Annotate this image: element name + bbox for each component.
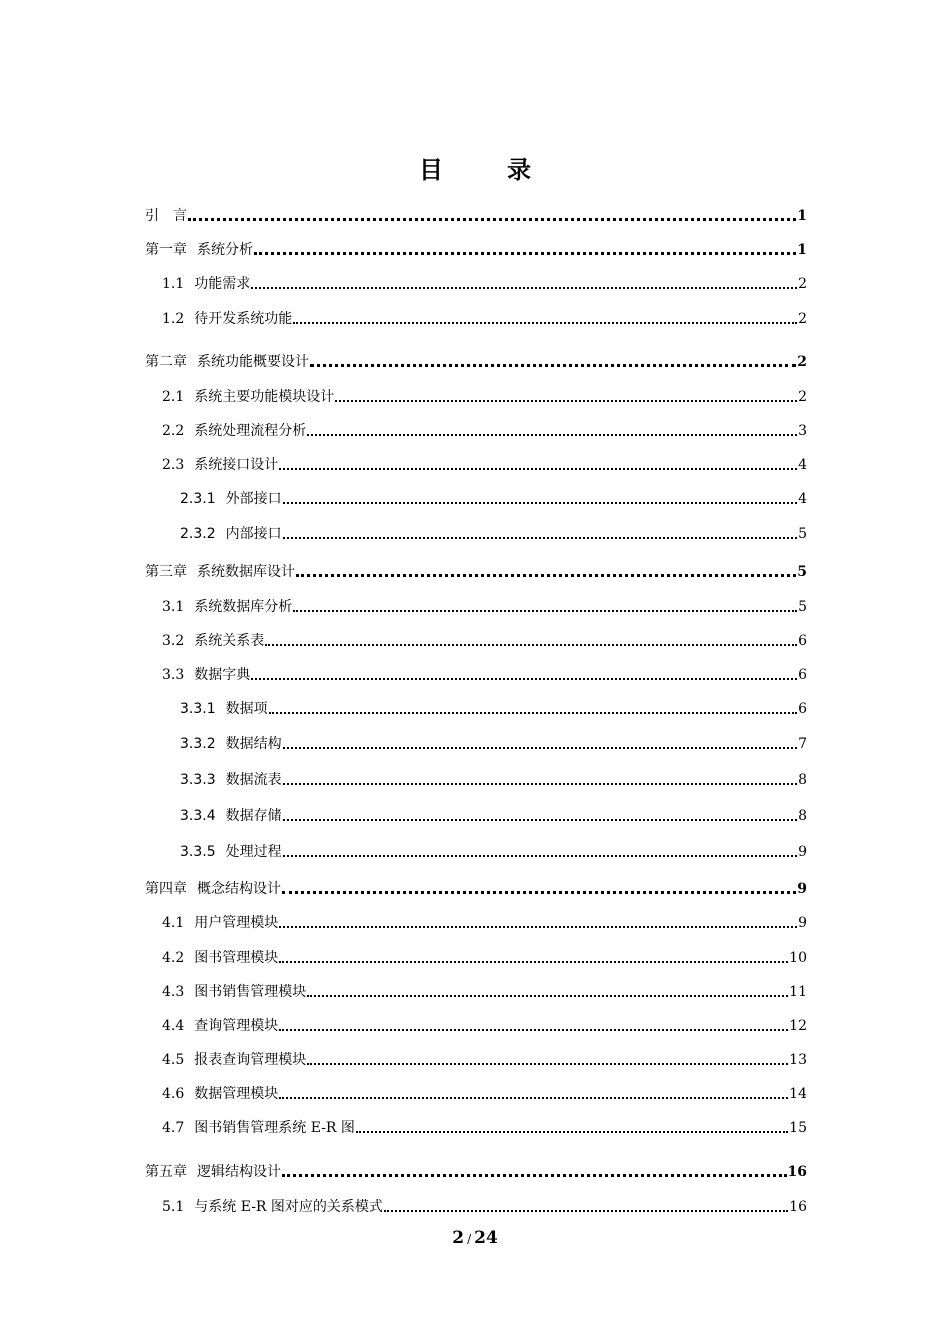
toc-entry-title: 数据管理模块 xyxy=(194,1086,279,1102)
toc-entry-title: 系统处理流程分析 xyxy=(194,423,307,439)
toc-entry-number: 4.4 xyxy=(162,1018,185,1034)
toc-dot-leader xyxy=(279,1029,788,1031)
toc-entry[interactable] xyxy=(162,983,807,1001)
total-pages: 24 xyxy=(474,1228,498,1248)
toc-entry-page: 5 xyxy=(797,564,807,580)
toc-dot-leader xyxy=(384,1210,788,1212)
toc-dot-leader xyxy=(282,891,796,894)
toc-entry[interactable] xyxy=(162,1085,807,1103)
toc-entry-title: 图书销售管理系统 E-R 图 xyxy=(194,1120,355,1136)
toc-dot-leader xyxy=(356,1131,788,1133)
toc-entry[interactable] xyxy=(180,771,807,789)
toc-entry-title: 数据流表 xyxy=(225,772,282,788)
toc-entry-page: 6 xyxy=(798,667,807,683)
toc-entry-number: 4.6 xyxy=(162,1086,185,1102)
toc-entry-number: 1.2 xyxy=(162,311,185,327)
toc-entry-title: 数据项 xyxy=(225,701,268,717)
toc-entry-title: 逻辑结构设计 xyxy=(197,1164,281,1180)
toc-entry[interactable] xyxy=(145,880,807,898)
toc-dot-leader xyxy=(282,1174,787,1177)
toc-entry[interactable] xyxy=(162,388,807,406)
toc-entry-number: 3.1 xyxy=(162,599,185,615)
toc-entry-page: 14 xyxy=(789,1086,807,1102)
toc-dot-leader xyxy=(283,537,797,539)
toc-dot-leader xyxy=(283,502,797,504)
toc-entry-number: 3.3.1 xyxy=(180,701,216,717)
toc-dot-leader xyxy=(251,287,797,289)
toc-entry-page: 15 xyxy=(789,1120,807,1136)
toc-entry-page: 8 xyxy=(798,808,807,824)
toc-dot-leader xyxy=(269,712,797,714)
toc-entry[interactable] xyxy=(162,422,807,440)
toc-dot-leader xyxy=(283,747,797,749)
toc-dot-leader xyxy=(279,468,797,470)
toc-entry[interactable] xyxy=(180,807,807,825)
toc-entry-page: 11 xyxy=(789,984,807,1000)
toc-entry-page: 10 xyxy=(789,950,807,966)
toc-entry-number: 3.3.2 xyxy=(180,736,216,752)
toc-entry[interactable] xyxy=(162,1198,807,1216)
toc-entry[interactable] xyxy=(162,1051,807,1069)
toc-entry-title: 引 言 xyxy=(145,208,187,224)
toc-entry-title: 功能需求 xyxy=(194,276,251,292)
toc-entry-number: 2.2 xyxy=(162,423,185,439)
toc-entry[interactable] xyxy=(162,456,807,474)
toc-entry-number: 4.2 xyxy=(162,950,185,966)
toc-entry-number: 第三章 xyxy=(145,564,187,580)
toc-entry[interactable] xyxy=(162,1017,807,1035)
toc-entry-page: 4 xyxy=(798,457,807,473)
toc-entry-number: 2.3.1 xyxy=(180,491,216,507)
toc-entry-number: 4.7 xyxy=(162,1120,185,1136)
toc-entry[interactable] xyxy=(162,310,807,328)
toc-dot-leader xyxy=(283,819,797,821)
toc-dot-leader xyxy=(188,218,796,221)
toc-entry-number: 第四章 xyxy=(145,881,187,897)
toc-entry-number: 4.5 xyxy=(162,1052,185,1068)
toc-entry[interactable] xyxy=(162,666,807,684)
toc-entry-title: 系统数据库设计 xyxy=(197,564,295,580)
toc-entry-number: 第一章 xyxy=(145,242,187,258)
toc-dot-leader xyxy=(254,252,796,255)
toc-entry-number: 4.3 xyxy=(162,984,185,1000)
toc-entry-title: 数据存储 xyxy=(225,808,282,824)
toc-entry-title: 内部接口 xyxy=(225,526,282,542)
toc-dot-leader xyxy=(283,783,797,785)
toc-entry-number: 2.3 xyxy=(162,457,185,473)
toc-entry-page: 9 xyxy=(798,915,807,931)
toc-entry-number: 3.3.5 xyxy=(180,844,216,860)
toc-dot-leader xyxy=(279,1097,788,1099)
toc-entry-title: 待开发系统功能 xyxy=(194,311,293,327)
page-number-footer xyxy=(0,1228,950,1248)
toc-entry-page: 2 xyxy=(798,276,807,292)
toc-entry-title: 图书管理模块 xyxy=(194,950,279,966)
toc-dot-leader xyxy=(279,961,788,963)
toc-entry-page: 4 xyxy=(798,491,807,507)
toc-entry-title: 概念结构设计 xyxy=(197,881,281,897)
toc-entry-page: 2 xyxy=(798,311,807,327)
toc-entry-page: 2 xyxy=(797,354,807,370)
toc-entry-page: 1 xyxy=(797,208,807,224)
toc-entry-page: 5 xyxy=(798,599,807,615)
toc-entry[interactable] xyxy=(180,490,807,508)
toc-entry-number: 3.3 xyxy=(162,667,185,683)
toc-entry-page: 9 xyxy=(798,844,807,860)
toc-entry[interactable] xyxy=(162,632,807,650)
toc-entry-number: 2.3.2 xyxy=(180,526,216,542)
toc-entry[interactable] xyxy=(162,914,807,932)
toc-entry-number: 3.2 xyxy=(162,633,185,649)
toc-entry-page: 2 xyxy=(798,389,807,405)
toc-entry-title: 数据字典 xyxy=(194,667,251,683)
toc-entry-page: 5 xyxy=(798,526,807,542)
toc-entry[interactable] xyxy=(180,700,807,718)
toc-entry-title: 报表查询管理模块 xyxy=(194,1052,307,1068)
toc-entry-title: 系统主要功能模块设计 xyxy=(194,389,335,405)
toc-entry[interactable] xyxy=(180,735,807,753)
toc-dot-leader xyxy=(307,434,797,436)
toc-entry[interactable] xyxy=(162,598,807,616)
toc-entry-title: 外部接口 xyxy=(225,491,282,507)
toc-entry[interactable] xyxy=(162,1119,807,1137)
toc-entry-number: 第二章 xyxy=(145,354,187,370)
toc-entry-number: 4.1 xyxy=(162,915,185,931)
toc-entry-title: 系统数据库分析 xyxy=(194,599,293,615)
toc-entry-title: 系统关系表 xyxy=(194,633,265,649)
toc-dot-leader xyxy=(293,322,797,324)
toc-entry-page: 6 xyxy=(798,701,807,717)
toc-entry-title: 处理过程 xyxy=(225,844,282,860)
toc-entry-title: 系统接口设计 xyxy=(194,457,279,473)
toc-dot-leader xyxy=(279,926,797,928)
toc-dot-leader xyxy=(310,364,796,367)
toc-entry-number: 1.1 xyxy=(162,276,185,292)
toc-entry-page: 7 xyxy=(798,736,807,752)
toc-entry[interactable] xyxy=(162,949,807,967)
toc-entry-title: 与系统 E-R 图对应的关系模式 xyxy=(194,1199,383,1215)
toc-entry[interactable] xyxy=(162,275,807,293)
toc-entry-number: 3.3.4 xyxy=(180,808,216,824)
toc-entry-number: 3.3.3 xyxy=(180,772,216,788)
toc-entry-number: 第五章 xyxy=(145,1164,187,1180)
toc-entry-page: 9 xyxy=(797,881,807,897)
toc-entry-title: 系统分析 xyxy=(197,242,253,258)
toc-dot-leader xyxy=(293,610,797,612)
toc-entry-page: 8 xyxy=(798,772,807,788)
toc-entry-title: 查询管理模块 xyxy=(194,1018,279,1034)
page-separator: / xyxy=(467,1232,472,1246)
toc-entry[interactable] xyxy=(180,525,807,543)
toc-dot-leader xyxy=(307,1063,788,1065)
toc-dot-leader xyxy=(296,574,796,577)
toc-dot-leader xyxy=(265,644,797,646)
toc-entry[interactable] xyxy=(145,207,807,225)
toc-entry[interactable] xyxy=(145,563,807,581)
toc-entry-page: 13 xyxy=(789,1052,807,1068)
toc-entry[interactable] xyxy=(145,353,807,371)
toc-entry-page: 16 xyxy=(789,1199,807,1215)
toc-entry-number: 2.1 xyxy=(162,389,185,405)
toc-entry-title: 图书销售管理模块 xyxy=(194,984,307,1000)
current-page: 2 xyxy=(452,1228,465,1248)
toc-entry[interactable] xyxy=(180,843,807,861)
toc-entry-page: 1 xyxy=(797,242,807,258)
page-title: 目 录 xyxy=(419,155,551,184)
toc-entry-title: 数据结构 xyxy=(225,736,282,752)
toc-entry-number: 5.1 xyxy=(162,1199,185,1215)
toc-entry-page: 12 xyxy=(789,1018,807,1034)
toc-entry-page: 3 xyxy=(798,423,807,439)
toc-entry-title: 用户管理模块 xyxy=(194,915,279,931)
toc-entry-page: 6 xyxy=(798,633,807,649)
toc-entry-title: 系统功能概要设计 xyxy=(197,354,309,370)
toc-entry[interactable] xyxy=(145,1163,807,1181)
toc-dot-leader xyxy=(251,678,797,680)
toc-dot-leader xyxy=(283,855,797,857)
toc-dot-leader xyxy=(307,995,788,997)
toc-entry[interactable] xyxy=(145,241,807,259)
toc-entry-page: 16 xyxy=(787,1164,807,1180)
toc-dot-leader xyxy=(335,400,797,402)
